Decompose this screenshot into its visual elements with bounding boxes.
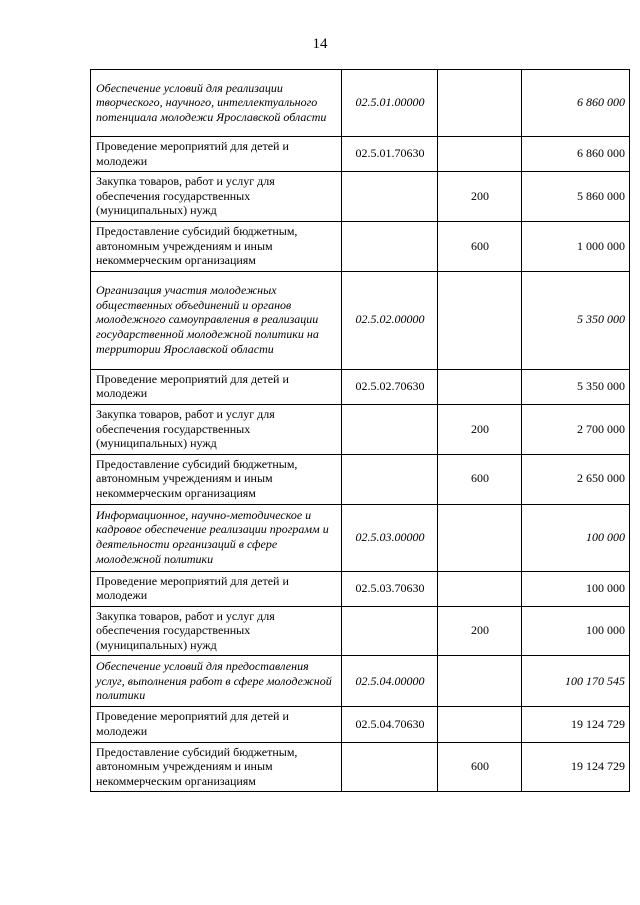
row-name-cell: Проведение мероприятий для детей и молодежи [91, 137, 342, 172]
row-name-cell: Закупка товаров, работ и услуг для обеспечения государственных (муниципальных) нужд [91, 404, 342, 454]
table-row [91, 369, 630, 404]
table-row [91, 454, 630, 504]
row-sum-cell: 100 170 545 [522, 656, 630, 707]
row-name-cell: Закупка товаров, работ и услуг для обеспечения государственных (муниципальных) нужд [91, 172, 342, 222]
row-expense-type-cell [438, 369, 522, 404]
row-name-cell: Предоставление субсидий бюджетным, автономным учреждениям и иным некоммерческим организациям [91, 221, 342, 271]
row-sum-cell: 100 000 [522, 504, 630, 571]
page-number: 14 [312, 36, 328, 52]
row-name-cell: Предоставление субсидий бюджетным, автономным учреждениям и иным некоммерческим организациям [91, 454, 342, 504]
row-expense-type-cell [438, 70, 522, 137]
budget-table [90, 69, 630, 792]
row-code-cell [342, 221, 438, 271]
budget-table-body [91, 70, 630, 792]
row-sum-cell: 19 124 729 [522, 742, 630, 792]
table-row [91, 137, 630, 172]
table-row [91, 70, 630, 137]
row-expense-type-cell [438, 707, 522, 742]
row-code-cell: 02.5.01.00000 [342, 70, 438, 137]
row-sum-cell: 5 350 000 [522, 369, 630, 404]
row-code-cell: 02.5.01.70630 [342, 137, 438, 172]
row-expense-type-cell: 200 [438, 606, 522, 656]
row-code-cell: 02.5.04.70630 [342, 707, 438, 742]
table-row [91, 271, 630, 369]
row-expense-type-cell: 600 [438, 454, 522, 504]
row-name-cell: Обеспечение условий для реализации творческого, научного, интеллектуального потенциала молодежи Ярославской области [91, 70, 342, 137]
table-row [91, 504, 630, 571]
row-name-cell: Информационное, научно-методическое и кадровое обеспечение реализации программ и деятельности организаций в сфере молодежной политики [91, 504, 342, 571]
row-name-cell: Проведение мероприятий для детей и молодежи [91, 571, 342, 606]
row-expense-type-cell [438, 137, 522, 172]
row-sum-cell: 100 000 [522, 606, 630, 656]
row-code-cell: 02.5.03.00000 [342, 504, 438, 571]
row-code-cell [342, 742, 438, 792]
row-name-cell: Проведение мероприятий для детей и молодежи [91, 369, 342, 404]
row-expense-type-cell: 200 [438, 404, 522, 454]
row-name-cell: Предоставление субсидий бюджетным, автономным учреждениям и иным некоммерческим организациям [91, 742, 342, 792]
row-name-cell: Организация участия молодежных общественных объединений и органов молодежного самоуправления в реализации государственной молодежной политики на территории Ярославской области [91, 271, 342, 369]
row-sum-cell: 100 000 [522, 571, 630, 606]
row-expense-type-cell: 600 [438, 221, 522, 271]
row-expense-type-cell [438, 571, 522, 606]
row-code-cell: 02.5.04.00000 [342, 656, 438, 707]
table-row [91, 707, 630, 742]
row-code-cell [342, 404, 438, 454]
row-code-cell: 02.5.02.70630 [342, 369, 438, 404]
table-row [91, 571, 630, 606]
row-sum-cell: 6 860 000 [522, 137, 630, 172]
row-sum-cell: 19 124 729 [522, 707, 630, 742]
row-expense-type-cell: 600 [438, 742, 522, 792]
row-expense-type-cell [438, 504, 522, 571]
row-expense-type-cell [438, 271, 522, 369]
row-code-cell: 02.5.03.70630 [342, 571, 438, 606]
table-row [91, 742, 630, 792]
row-code-cell [342, 172, 438, 222]
row-code-cell [342, 606, 438, 656]
row-sum-cell: 2 700 000 [522, 404, 630, 454]
row-name-cell: Проведение мероприятий для детей и молодежи [91, 707, 342, 742]
row-code-cell [342, 454, 438, 504]
row-name-cell: Закупка товаров, работ и услуг для обеспечения государственных (муниципальных) нужд [91, 606, 342, 656]
table-row [91, 606, 630, 656]
table-row [91, 221, 630, 271]
row-sum-cell: 1 000 000 [522, 221, 630, 271]
row-code-cell: 02.5.02.00000 [342, 271, 438, 369]
row-sum-cell: 2 650 000 [522, 454, 630, 504]
row-sum-cell: 5 350 000 [522, 271, 630, 369]
row-name-cell: Обеспечение условий для предоставления услуг, выполнения работ в сфере молодежной политики [91, 656, 342, 707]
row-sum-cell: 6 860 000 [522, 70, 630, 137]
row-expense-type-cell: 200 [438, 172, 522, 222]
table-row [91, 172, 630, 222]
row-sum-cell: 5 860 000 [522, 172, 630, 222]
table-row [91, 656, 630, 707]
table-row [91, 404, 630, 454]
row-expense-type-cell [438, 656, 522, 707]
